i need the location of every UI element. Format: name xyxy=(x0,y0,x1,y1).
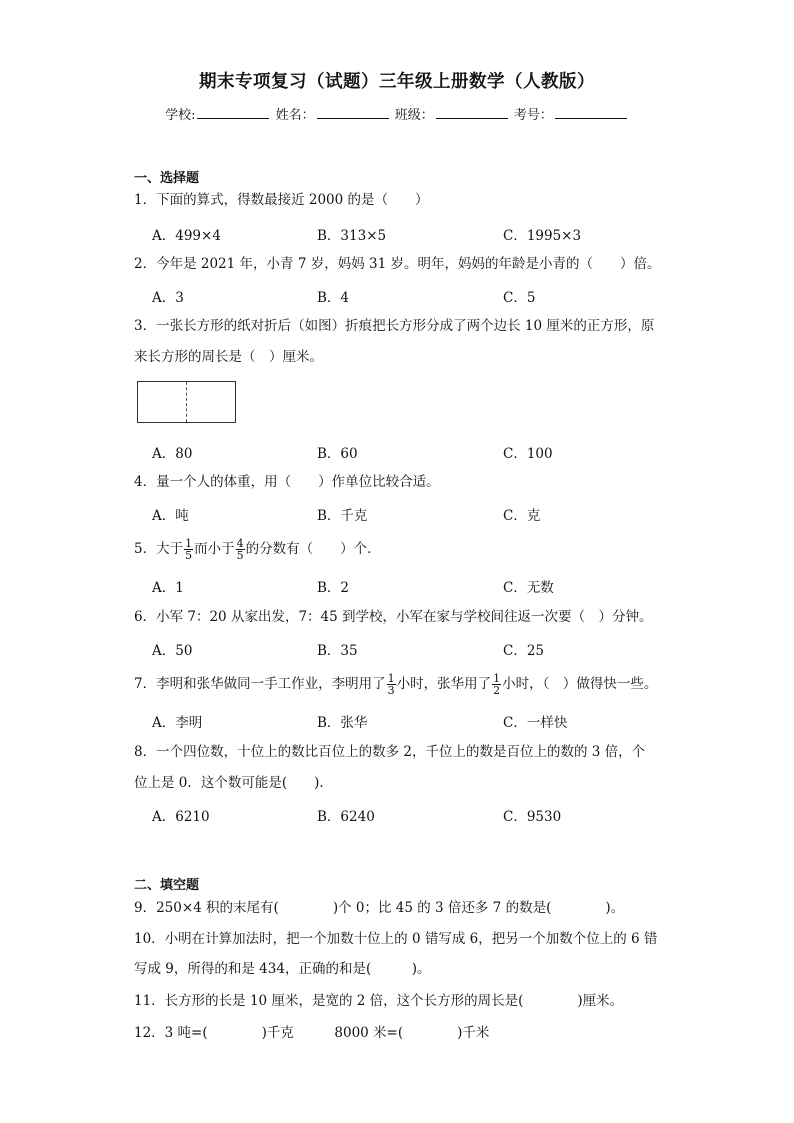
q5-option-c[interactable]: C．无数 xyxy=(503,580,554,596)
school-label: 学校: xyxy=(165,108,196,123)
q3-option-a[interactable]: A．80 xyxy=(152,446,193,462)
q5-option-a[interactable]: A．1 xyxy=(152,580,184,596)
q7-text-b: 小时，张华用了 xyxy=(396,676,492,692)
frac-numerator: 1 xyxy=(387,672,395,685)
question-8-line1: 8．一个四位数，十位上的数比百位上的数多 2，千位上的数是百位上的数的 3 倍，个 xyxy=(134,744,646,760)
class-label: 班级： xyxy=(394,108,434,123)
class-blank[interactable] xyxy=(436,105,508,119)
fraction-one-half xyxy=(492,673,501,696)
fraction-one-third xyxy=(387,673,396,696)
question-9: 9．250×4 积的末尾有( )个 0；比 45 的 3 倍还多 7 的数是( )。 xyxy=(134,900,625,916)
folded-rectangle-figure xyxy=(137,381,236,423)
question-1: 1．下面的算式，得数最接近 2000 的是（ ） xyxy=(134,192,429,208)
q4-option-a[interactable]: A．吨 xyxy=(152,508,189,524)
fold-line xyxy=(186,382,187,422)
question-2: 2．今年是 2021 年，小青 7 岁，妈妈 31 岁。明年，妈妈的年龄是小青的（ ）倍。 xyxy=(134,256,661,272)
section-choice-title: 一、选择题 xyxy=(134,171,200,186)
frac-numerator: 4 xyxy=(236,537,244,550)
question-10-line1: 10．小明在计算加法时，把一个加数十位上的 0 错写成 6，把另一个加数个位上的 6 错 xyxy=(134,931,658,947)
q6-option-b[interactable]: B．35 xyxy=(317,643,358,659)
q6-option-a[interactable]: A．50 xyxy=(152,643,193,659)
q7-option-a[interactable]: A．李明 xyxy=(152,715,203,731)
question-8-line2: 位上是 0．这个数可能是( )． xyxy=(134,775,333,791)
frac-denominator: 5 xyxy=(236,549,244,562)
frac-denominator: 2 xyxy=(493,684,501,697)
q7-option-b[interactable]: B．张华 xyxy=(317,715,368,731)
q7-text-a: 7．李明和张华做同一手工作业，李明用了 xyxy=(134,676,386,692)
frac-denominator: 3 xyxy=(387,684,395,697)
q1-option-c[interactable]: C．1995×3 xyxy=(503,228,582,244)
name-label: 姓名： xyxy=(275,108,315,123)
question-10-line2: 写成 9，所得的和是 434，正确的和是( )。 xyxy=(134,961,431,977)
section-fill-title: 二、填空题 xyxy=(134,878,200,893)
question-12: 12．3 吨=( )千克 8000 米=( )千米 xyxy=(134,1025,490,1041)
q2-option-a[interactable]: A．3 xyxy=(152,290,184,306)
name-blank[interactable] xyxy=(317,105,389,119)
q3-option-b[interactable]: B．60 xyxy=(317,446,358,462)
q8-option-b[interactable]: B．6240 xyxy=(317,809,375,825)
question-3-line2: 来长方形的周长是（ ）厘米。 xyxy=(134,349,323,365)
q6-option-c[interactable]: C．25 xyxy=(503,643,545,659)
question-4: 4．量一个人的体重，用（ ）作单位比较合适。 xyxy=(134,474,440,490)
q5-text-c: 的分数有（ ）个． xyxy=(245,541,381,557)
frac-numerator: 1 xyxy=(493,672,501,685)
q5-text-b: 而小于 xyxy=(194,541,235,557)
question-3-line1: 3．一张长方形的纸对折后（如图）折痕把长方形分成了两个边长 10 厘米的正方形，原 xyxy=(134,318,655,334)
q8-option-a[interactable]: A．6210 xyxy=(152,809,210,825)
q7-text-c: 小时，（ ）做得快一些。 xyxy=(502,676,658,692)
q4-option-c[interactable]: C．克 xyxy=(503,508,541,524)
question-7 xyxy=(134,673,657,696)
question-11: 11．长方形的长是 10 厘米，是宽的 2 倍，这个长方形的周长是( )厘米。 xyxy=(134,993,624,1009)
q5-text-a: 5．大于 xyxy=(134,541,184,557)
question-5 xyxy=(134,538,381,561)
fraction-four-fifths xyxy=(236,538,245,561)
q2-option-b[interactable]: B．4 xyxy=(317,290,350,306)
q1-option-a[interactable]: A．499×4 xyxy=(152,228,221,244)
fraction-one-fifth xyxy=(184,538,193,561)
q7-option-c[interactable]: C．一样快 xyxy=(503,715,568,731)
q8-option-c[interactable]: C．9530 xyxy=(503,809,562,825)
q5-option-b[interactable]: B．2 xyxy=(317,580,350,596)
q1-option-b[interactable]: B．313×5 xyxy=(317,228,387,244)
q2-option-c[interactable]: C．5 xyxy=(503,290,536,306)
frac-denominator: 5 xyxy=(185,549,193,562)
question-6: 6．小军 7：20 从家出发，7：45 到学校，小军在家与学校间往返一次要（ ）分钟。 xyxy=(134,609,653,625)
exam-no-label: 考号： xyxy=(513,108,553,123)
frac-numerator: 1 xyxy=(185,537,193,550)
q4-option-b[interactable]: B．千克 xyxy=(317,508,368,524)
info-line xyxy=(0,104,794,123)
exam-no-blank[interactable] xyxy=(555,105,627,119)
q3-option-c[interactable]: C．100 xyxy=(503,446,553,462)
school-blank[interactable] xyxy=(197,105,269,119)
page-title: 期末专项复习（试题）三年级上册数学（人教版） xyxy=(199,72,595,92)
